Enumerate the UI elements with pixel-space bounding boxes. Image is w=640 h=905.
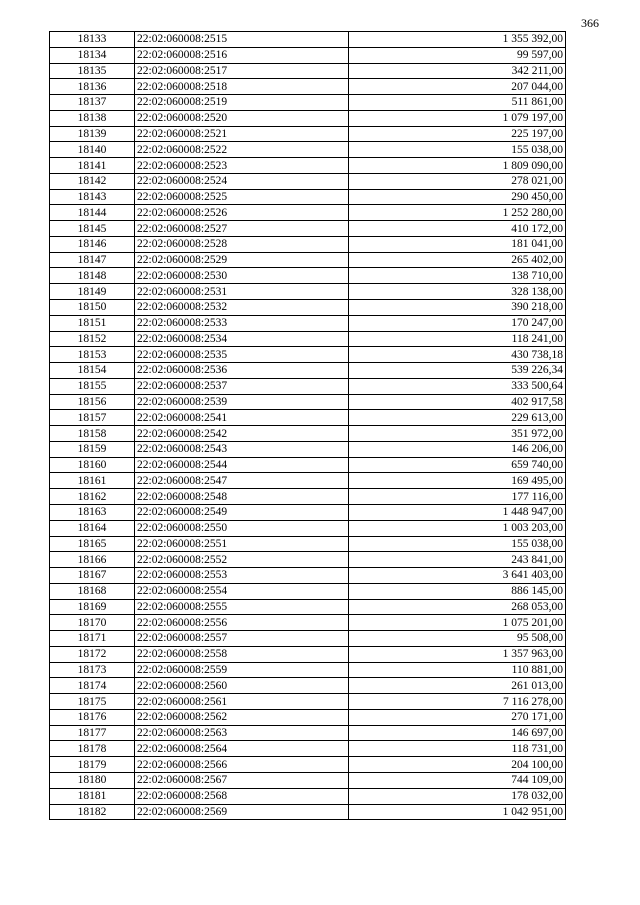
table-body [50,32,566,820]
cadastral-value-cell: 169 495,00 [349,473,566,489]
table-row [50,631,566,647]
cadastral-number-cell: 22:02:060008:2535 [135,347,349,363]
cadastral-number-cell: 22:02:060008:2516 [135,47,349,63]
cadastral-number-cell: 22:02:060008:2550 [135,520,349,536]
row-number-cell: 18136 [50,79,135,95]
row-number-cell: 18161 [50,473,135,489]
cadastral-number-cell: 22:02:060008:2557 [135,631,349,647]
cadastral-value-cell: 99 597,00 [349,47,566,63]
table-row [50,599,566,615]
row-number-cell: 18140 [50,142,135,158]
cadastral-number-cell: 22:02:060008:2515 [135,32,349,48]
cadastral-value-cell: 118 731,00 [349,741,566,757]
row-number-cell: 18153 [50,347,135,363]
table-row [50,678,566,694]
row-number-cell: 18175 [50,694,135,710]
row-number-cell: 18182 [50,804,135,820]
row-number-cell: 18179 [50,757,135,773]
row-number-cell: 18174 [50,678,135,694]
cadastral-value-cell: 138 710,00 [349,268,566,284]
cadastral-value-cell: 181 041,00 [349,236,566,252]
row-number-cell: 18144 [50,205,135,221]
table-row [50,426,566,442]
row-number-cell: 18156 [50,394,135,410]
table-row [50,79,566,95]
cadastral-number-cell: 22:02:060008:2536 [135,363,349,379]
row-number-cell: 18148 [50,268,135,284]
cadastral-value-cell: 225 197,00 [349,126,566,142]
cadastral-number-cell: 22:02:060008:2539 [135,394,349,410]
table-row [50,552,566,568]
table-row [50,63,566,79]
table-row [50,173,566,189]
cadastral-number-cell: 22:02:060008:2533 [135,315,349,331]
cadastral-number-cell: 22:02:060008:2549 [135,504,349,520]
table-row [50,221,566,237]
cadastral-number-cell: 22:02:060008:2560 [135,678,349,694]
table-row [50,536,566,552]
table-row [50,363,566,379]
cadastral-value-cell: 328 138,00 [349,284,566,300]
table-row [50,394,566,410]
row-number-cell: 18177 [50,725,135,741]
cadastral-number-cell: 22:02:060008:2523 [135,158,349,174]
cadastral-number-cell: 22:02:060008:2530 [135,268,349,284]
cadastral-value-cell: 229 613,00 [349,410,566,426]
cadastral-number-cell: 22:02:060008:2526 [135,205,349,221]
table-row [50,615,566,631]
cadastral-number-cell: 22:02:060008:2563 [135,725,349,741]
cadastral-value-cell: 539 226,34 [349,363,566,379]
cadastral-number-cell: 22:02:060008:2547 [135,473,349,489]
cadastral-value-cell: 177 116,00 [349,489,566,505]
cadastral-value-cell: 511 861,00 [349,95,566,111]
table-row [50,757,566,773]
cadastral-number-cell: 22:02:060008:2519 [135,95,349,111]
cadastral-value-cell: 178 032,00 [349,788,566,804]
cadastral-number-cell: 22:02:060008:2548 [135,489,349,505]
table-row [50,142,566,158]
cadastral-number-cell: 22:02:060008:2566 [135,757,349,773]
row-number-cell: 18134 [50,47,135,63]
cadastral-number-cell: 22:02:060008:2517 [135,63,349,79]
table-row [50,473,566,489]
table-row [50,32,566,48]
row-number-cell: 18158 [50,426,135,442]
table-row [50,457,566,473]
page-number: 366 [581,16,599,30]
cadastral-value-cell: 170 247,00 [349,315,566,331]
cadastral-number-cell: 22:02:060008:2544 [135,457,349,473]
row-number-cell: 18163 [50,504,135,520]
cadastral-number-cell: 22:02:060008:2521 [135,126,349,142]
cadastral-value-cell: 204 100,00 [349,757,566,773]
cadastral-number-cell: 22:02:060008:2524 [135,173,349,189]
cadastral-value-cell: 1 357 963,00 [349,646,566,662]
table-row [50,583,566,599]
table-row [50,788,566,804]
row-number-cell: 18166 [50,552,135,568]
row-number-cell: 18139 [50,126,135,142]
cadastral-value-cell: 430 738,18 [349,347,566,363]
cadastral-number-cell: 22:02:060008:2529 [135,252,349,268]
table-row [50,709,566,725]
table-row [50,252,566,268]
row-number-cell: 18160 [50,457,135,473]
cadastral-value-cell: 3 641 403,00 [349,568,566,584]
table-row [50,646,566,662]
cadastral-number-cell: 22:02:060008:2520 [135,110,349,126]
cadastral-value-cell: 110 881,00 [349,662,566,678]
table-row [50,410,566,426]
cadastral-value-cell: 261 013,00 [349,678,566,694]
table-row [50,568,566,584]
cadastral-number-cell: 22:02:060008:2568 [135,788,349,804]
row-number-cell: 18157 [50,410,135,426]
row-number-cell: 18137 [50,95,135,111]
cadastral-value-cell: 265 402,00 [349,252,566,268]
table-row [50,804,566,820]
table-row [50,189,566,205]
table-row [50,236,566,252]
cadastral-value-cell: 155 038,00 [349,536,566,552]
cadastral-number-cell: 22:02:060008:2543 [135,441,349,457]
row-number-cell: 18169 [50,599,135,615]
cadastral-number-cell: 22:02:060008:2532 [135,300,349,316]
cadastral-number-cell: 22:02:060008:2558 [135,646,349,662]
cadastral-number-cell: 22:02:060008:2525 [135,189,349,205]
cadastral-value-cell: 1 003 203,00 [349,520,566,536]
row-number-cell: 18173 [50,662,135,678]
cadastral-value-cell: 333 500,64 [349,378,566,394]
cadastral-number-cell: 22:02:060008:2528 [135,236,349,252]
row-number-cell: 18165 [50,536,135,552]
cadastral-value-cell: 118 241,00 [349,331,566,347]
row-number-cell: 18154 [50,363,135,379]
table-row [50,331,566,347]
row-number-cell: 18181 [50,788,135,804]
cadastral-number-cell: 22:02:060008:2541 [135,410,349,426]
row-number-cell: 18152 [50,331,135,347]
table-row [50,110,566,126]
row-number-cell: 18167 [50,568,135,584]
row-number-cell: 18149 [50,284,135,300]
cadastral-number-cell: 22:02:060008:2569 [135,804,349,820]
cadastral-number-cell: 22:02:060008:2531 [135,284,349,300]
table-row [50,205,566,221]
table-row [50,315,566,331]
row-number-cell: 18164 [50,520,135,536]
row-number-cell: 18143 [50,189,135,205]
row-number-cell: 18150 [50,300,135,316]
cadastral-number-cell: 22:02:060008:2551 [135,536,349,552]
cadastral-value-cell: 390 218,00 [349,300,566,316]
row-number-cell: 18133 [50,32,135,48]
row-number-cell: 18142 [50,173,135,189]
cadastral-value-cell: 243 841,00 [349,552,566,568]
cadastral-number-cell: 22:02:060008:2567 [135,772,349,788]
row-number-cell: 18178 [50,741,135,757]
cadastral-number-cell: 22:02:060008:2542 [135,426,349,442]
cadastral-value-cell: 342 211,00 [349,63,566,79]
row-number-cell: 18180 [50,772,135,788]
cadastral-number-cell: 22:02:060008:2562 [135,709,349,725]
row-number-cell: 18159 [50,441,135,457]
cadastral-value-cell: 1 809 090,00 [349,158,566,174]
cadastral-value-cell: 207 044,00 [349,79,566,95]
table-row [50,158,566,174]
row-number-cell: 18172 [50,646,135,662]
cadastral-number-cell: 22:02:060008:2556 [135,615,349,631]
row-number-cell: 18170 [50,615,135,631]
cadastral-value-cell: 659 740,00 [349,457,566,473]
cadastral-number-cell: 22:02:060008:2559 [135,662,349,678]
row-number-cell: 18141 [50,158,135,174]
cadastral-value-cell: 1 079 197,00 [349,110,566,126]
cadastral-value-cell: 744 109,00 [349,772,566,788]
table-row [50,772,566,788]
cadastral-value-table [49,31,566,820]
cadastral-value-cell: 1 042 951,00 [349,804,566,820]
table-row [50,95,566,111]
row-number-cell: 18176 [50,709,135,725]
cadastral-number-cell: 22:02:060008:2561 [135,694,349,710]
table-row [50,725,566,741]
cadastral-number-cell: 22:02:060008:2553 [135,568,349,584]
cadastral-value-cell: 1 252 280,00 [349,205,566,221]
table-row [50,378,566,394]
row-number-cell: 18171 [50,631,135,647]
row-number-cell: 18135 [50,63,135,79]
cadastral-value-cell: 290 450,00 [349,189,566,205]
cadastral-value-cell: 7 116 278,00 [349,694,566,710]
table-row [50,268,566,284]
cadastral-value-cell: 1 355 392,00 [349,32,566,48]
cadastral-value-cell: 155 038,00 [349,142,566,158]
table-row [50,520,566,536]
table-row [50,741,566,757]
cadastral-number-cell: 22:02:060008:2552 [135,552,349,568]
row-number-cell: 18146 [50,236,135,252]
cadastral-value-cell: 146 206,00 [349,441,566,457]
cadastral-value-cell: 270 171,00 [349,709,566,725]
table-row [50,284,566,300]
cadastral-number-cell: 22:02:060008:2518 [135,79,349,95]
table-row [50,47,566,63]
table-row [50,662,566,678]
cadastral-number-cell: 22:02:060008:2522 [135,142,349,158]
cadastral-value-cell: 278 021,00 [349,173,566,189]
table-row [50,694,566,710]
cadastral-number-cell: 22:02:060008:2554 [135,583,349,599]
row-number-cell: 18151 [50,315,135,331]
cadastral-value-cell: 886 145,00 [349,583,566,599]
cadastral-number-cell: 22:02:060008:2555 [135,599,349,615]
table-row [50,126,566,142]
cadastral-number-cell: 22:02:060008:2527 [135,221,349,237]
row-number-cell: 18155 [50,378,135,394]
cadastral-value-cell: 1 448 947,00 [349,504,566,520]
table-row [50,300,566,316]
row-number-cell: 18162 [50,489,135,505]
cadastral-value-cell: 1 075 201,00 [349,615,566,631]
cadastral-value-cell: 95 508,00 [349,631,566,647]
cadastral-value-cell: 351 972,00 [349,426,566,442]
cadastral-number-cell: 22:02:060008:2534 [135,331,349,347]
table-row [50,441,566,457]
table-row [50,489,566,505]
table-row [50,504,566,520]
cadastral-value-cell: 410 172,00 [349,221,566,237]
row-number-cell: 18168 [50,583,135,599]
cadastral-number-cell: 22:02:060008:2564 [135,741,349,757]
cadastral-value-cell: 268 053,00 [349,599,566,615]
row-number-cell: 18147 [50,252,135,268]
row-number-cell: 18138 [50,110,135,126]
cadastral-value-cell: 146 697,00 [349,725,566,741]
cadastral-value-cell: 402 917,58 [349,394,566,410]
row-number-cell: 18145 [50,221,135,237]
cadastral-number-cell: 22:02:060008:2537 [135,378,349,394]
table-row [50,347,566,363]
